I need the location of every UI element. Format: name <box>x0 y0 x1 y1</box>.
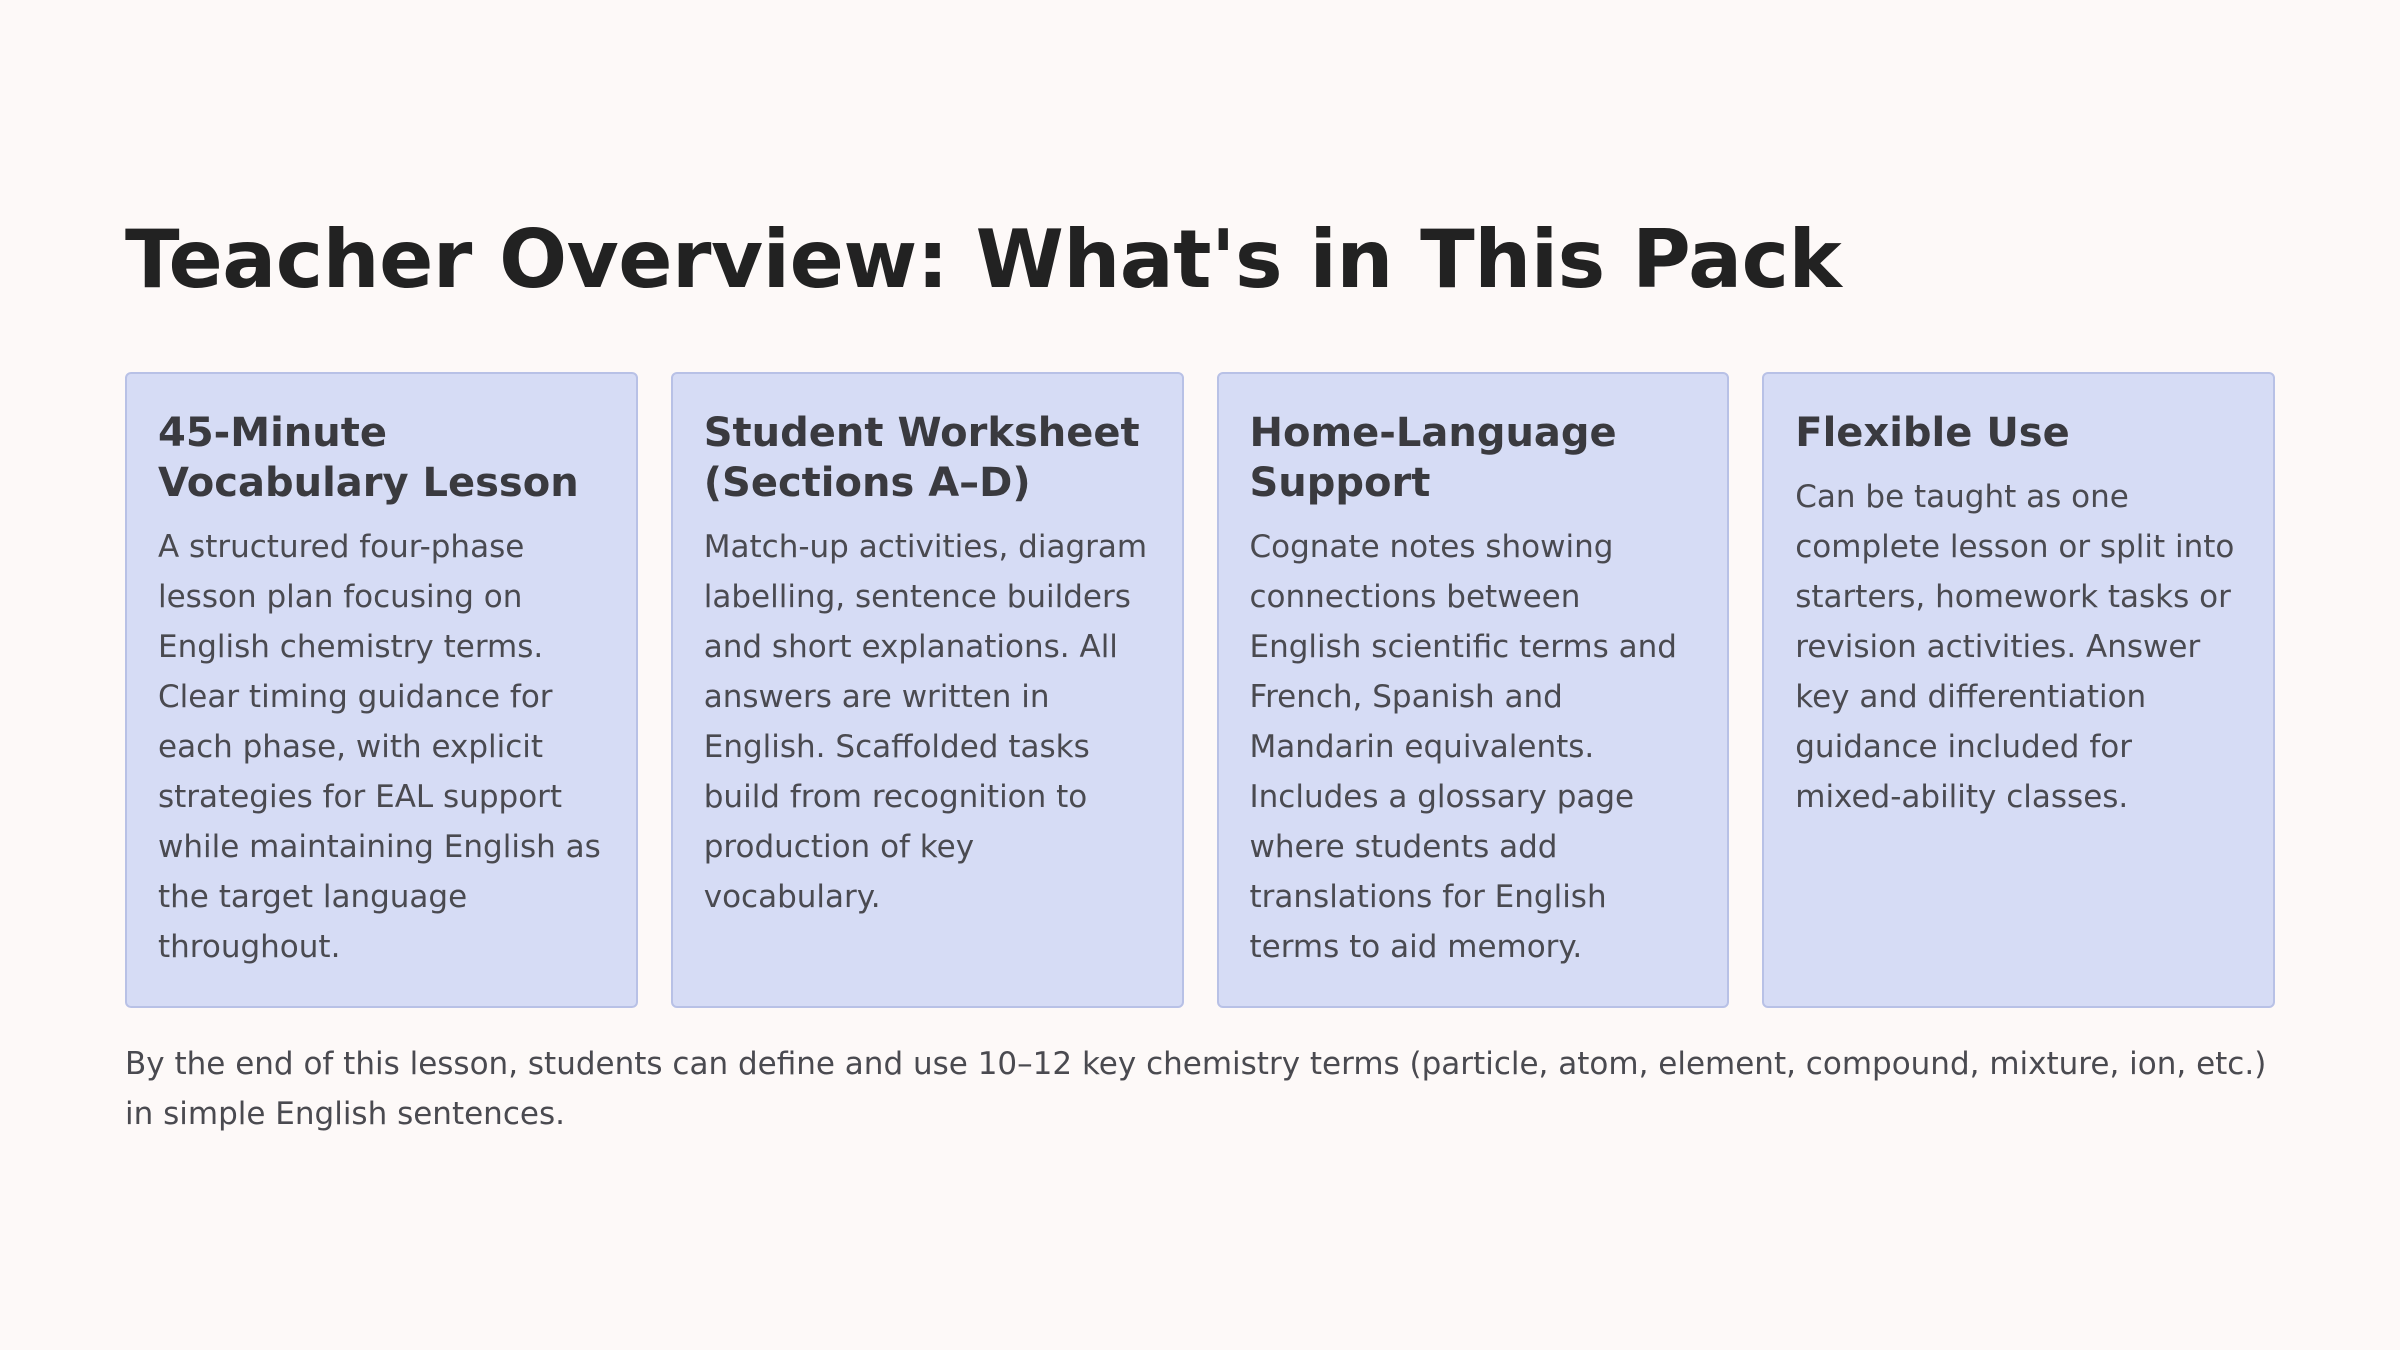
card-title: Flexible Use <box>1795 410 2070 456</box>
card-title: Student Worksheet (Sections A–D) <box>703 410 1140 506</box>
card-home-language-support <box>1217 372 1730 1008</box>
card-flexible-use <box>1762 372 2275 1008</box>
card-student-worksheet <box>671 372 1184 1008</box>
card-body: Cognate notes showing connections between English scientific terms and French, Spanish and Mandarin equivalents. Includes a glossary page where students add translations for English terms to aid memory. <box>1249 529 1677 965</box>
card-body: Can be taught as one complete lesson or split into starters, homework tasks or revision activities. Answer key and differentiation guidance included for mixed-ability classes. <box>1795 479 2235 815</box>
slide <box>125 205 2275 1132</box>
card-title: Home-Language Support <box>1249 410 1617 506</box>
card-row <box>125 372 2275 1008</box>
learning-outcome-text: By the end of this lesson, students can define and use 10–12 key chemistry terms (particle, atom, element, compound, mixture, ion, etc.) in simple English sentences. <box>125 1046 2267 1132</box>
card-body: A structured four-phase lesson plan focusing on English chemistry terms. Clear timing guidance for each phase, with explicit strategies for EAL support while maintaining English as the target language throughout. <box>158 529 601 965</box>
slide-title: Teacher Overview: What's in This Pack <box>125 213 1842 306</box>
card-title: 45-Minute Vocabulary Lesson <box>158 410 579 506</box>
card-vocabulary-lesson <box>125 372 638 1008</box>
card-body: Match-up activities, diagram labelling, sentence builders and short explanations. All answers are written in English. Scaffolded tasks build from recognition to production of key vocabulary. <box>703 529 1148 915</box>
